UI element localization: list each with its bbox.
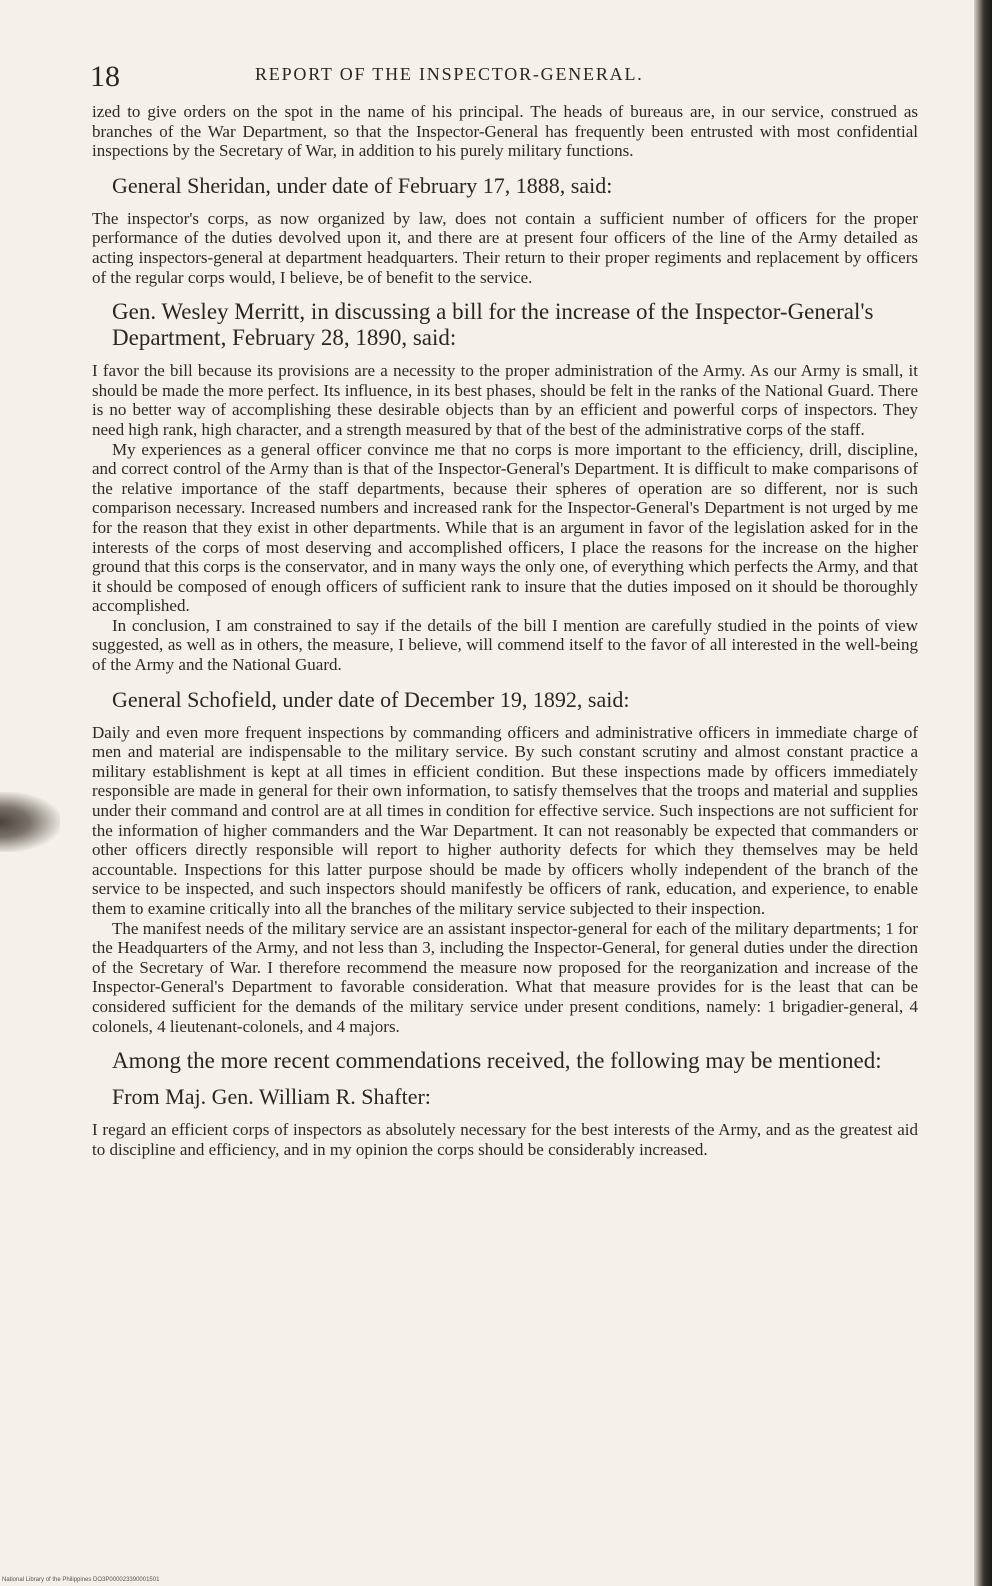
- sheridan-quote: The inspector's corps, as now organized by law, does not contain a sufficient number of officers for the proper performance of the duties devolved upon it, and there are at present four officers of the line of the Army detailed as acting inspectors-general at department headquarters. Their return to their proper regiments and replacement by officers of the regular corps would, I believe, be of benefit to the service.: [92, 208, 918, 287]
- schofield-intro: General Schofield, under date of December 19, 1892, said:: [112, 686, 630, 712]
- shafter-quote: I regard an efficient corps of inspectors as absolutely necessary for the best interests of the Army, and as the greatest aid to discipline and efficiency, and in my opinion the corps should be considerably increased.: [92, 1120, 918, 1159]
- page-header: [90, 60, 920, 100]
- running-title: REPORT OF THE INSPECTOR-GENERAL.: [255, 64, 644, 84]
- schofield-quote-1: Daily and even more frequent inspections by commanding officers and administrative officers in immediate charge of men and material are indispensable to the military service. By such constant scrutiny and almost constant practice a military establishment is kept at all times in efficient condition. But these inspections made by officers immediately responsible are made in general for their own information, to satisfy themselves that the troops and material and supplies under their command and control are at all times in condition for effective service. Such inspections are not sufficient for the information of higher commanders and the War Department. It can not reasonably be expected that commanders or other officers directly responsible will report to higher authority defects for which they themselves may be held accountable. Inspections for this latter purpose should be made by officers wholly independent of the branch of the service to be inspected, and such inspectors should manifestly be officers of rank, education, and experience, to enable them to examine critically into all the branches of the military service subjected to their inspection.: [92, 722, 918, 918]
- sheridan-intro: General Sheridan, under date of February 17, 1888, said:: [112, 172, 613, 198]
- merritt-quote-3: In conclusion, I am constrained to say if the details of the bill I mention are carefully studied in the points of view suggested, as well as in others, the measure, I believe, will commend itself to the favor of all interested in the well-being of the Army and the National Guard.: [92, 615, 918, 675]
- paragraph-continuation: ized to give orders on the spot in the name of his principal. The heads of bureaus are, in our service, construed as branches of the War Department, so that the Inspector-General has frequently been entrusted with most confidential inspections by the Secretary of War, in addition to his purely military functions.: [92, 102, 918, 161]
- merritt-quote-1: I favor the bill because its provisions are a necessity to the proper administration of the Army. As our Army is small, it should be made the more perfect. Its influence, in its best phases, should be felt in the ranks of the National Guard. There is no better way of accomplishing these desirable objects than by an efficient and powerful corps of inspectors. They need high rank, high character, and a strength measured by that of the best of the administrative corps of the staff.: [92, 361, 918, 439]
- commendations-intro: Among the more recent commendations received, the following may be mentioned:: [112, 1048, 882, 1074]
- shafter-intro: From Maj. Gen. William R. Shafter:: [112, 1084, 431, 1110]
- schofield-quote-2: The manifest needs of the military service are an assistant inspector-general for each of the military departments; 1 for the Headquarters of the Army, and not less than 3, including the Inspector-General, for general duties under the direction of the Secretary of War. I therefore recommend the measure now proposed for the reorganization and increase of the Inspector-General's Department to favorable consideration. What that measure provides for is the least that can be considered sufficient for the demands of the military service under present conditions, namely: 1 brigadier-general, 4 colonels, 4 lieutenant-colonels, and 4 majors.: [92, 918, 918, 1036]
- page-edge-shadow: [974, 0, 992, 1586]
- merritt-quote-2: My experiences as a general officer convince me that no corps is more important to the efficiency, drill, discipline, and correct control of the Army than is that of the Inspector-General's Department. It is difficult to make comparisons of the relative importance of the staff departments, because their spheres of operation are so different, nor is such comparison necessary. Increased numbers and increased rank for the Inspector-General's Department is not urged by me for the reason that they exist in other departments. While that is an argument in favor of the legislation asked for in the interests of the corps of most deserving and accomplished officers, I place the reasons for the increase on the higher ground that this corps is the conservator, and in many ways the only one, of everything which perfects the Army, and that it should be composed of enough officers of sufficient rank to insure that the duties imposed on it should be thoroughly accomplished.: [92, 439, 918, 616]
- page-number: 18: [90, 60, 120, 93]
- library-footer: National Library of the Philippines DO3P000023390001501: [2, 1577, 160, 1583]
- merritt-intro: Gen. Wesley Merritt, in discussing a bill for the increase of the Inspector-General's Department, February 28, 1890, said:: [112, 299, 874, 351]
- page-body: [92, 102, 918, 1159]
- margin-smudge: [0, 792, 60, 852]
